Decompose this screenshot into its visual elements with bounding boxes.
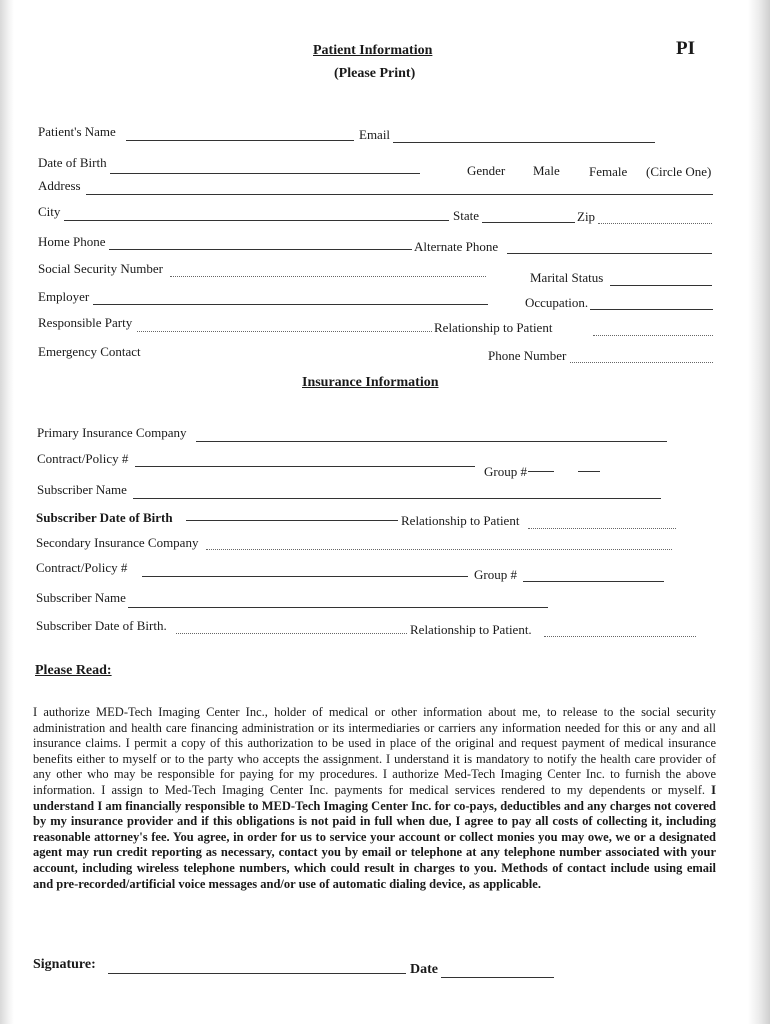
- primary-insurance-company-field[interactable]: [196, 441, 667, 442]
- insurance-section-heading: Insurance Information: [302, 375, 439, 390]
- authorization-paragraph: [33, 705, 716, 892]
- alternate-phone-field[interactable]: [507, 253, 712, 254]
- date-of-birth-field[interactable]: [110, 173, 420, 174]
- scan-shadow-right: [748, 0, 770, 1024]
- zip-field[interactable]: [598, 223, 712, 224]
- employer-field[interactable]: [93, 304, 488, 305]
- employer-label: Employer: [38, 289, 90, 304]
- subscriber-name-1-field[interactable]: [133, 498, 661, 499]
- group-1-field-a[interactable]: [528, 471, 554, 472]
- city-field[interactable]: [64, 220, 449, 221]
- address-field[interactable]: [86, 194, 713, 195]
- form-code: PI: [676, 38, 695, 59]
- relationship-to-patient-field[interactable]: [593, 335, 713, 336]
- subscriber-dob-1-label: Subscriber Date of Birth: [36, 510, 173, 525]
- relationship-1-field[interactable]: [528, 528, 676, 529]
- home-phone-field[interactable]: [109, 249, 412, 250]
- authorization-text: I authorize MED-Tech Imaging Center Inc., holder of medical or other information about me, to release to the social security administration and health care financing administration or its intermediaries or carriers any information needed for this or any and all insurance claims. I permit a copy of this authorization to be used in place of the original and request payment of medical insurance benefits either to myself or to the party who accepts the assignment. I understand it is mandatory to notify the health care provider of any other who may be responsible for paying for my procedures. I authorize Med-Tech Imaging Center Inc. to furnish the above information. I assign to Med-Tech Imaging Center Inc. payments for medical services rendered to my dependents or myself.: [33, 705, 716, 797]
- circle-one-note: (Circle One): [646, 164, 712, 179]
- contract-policy-1-label: Contract/Policy #: [37, 451, 129, 466]
- subscriber-name-2-field[interactable]: [128, 607, 548, 608]
- signature-field[interactable]: [108, 973, 406, 974]
- subscriber-name-2-label: Subscriber Name: [36, 590, 126, 605]
- date-field[interactable]: [441, 977, 554, 978]
- form-title: Patient Information: [313, 43, 433, 58]
- email-label: Email: [359, 127, 391, 142]
- patients-name-field[interactable]: [126, 140, 354, 141]
- marital-status-field[interactable]: [610, 285, 712, 286]
- contract-policy-2-field[interactable]: [142, 576, 468, 577]
- home-phone-label: Home Phone: [38, 234, 106, 249]
- address-label: Address: [38, 178, 81, 193]
- patients-name-label: Patient's Name: [38, 124, 116, 139]
- marital-status-label: Marital Status: [530, 270, 604, 285]
- relationship-1-label: Relationship to Patient: [401, 513, 520, 528]
- subscriber-dob-2-label: Subscriber Date of Birth.: [36, 618, 167, 633]
- form-subtitle: (Please Print): [334, 66, 416, 81]
- date-label: Date: [410, 962, 438, 977]
- secondary-insurance-company-label: Secondary Insurance Company: [36, 535, 199, 550]
- relationship-2-field[interactable]: [544, 636, 696, 637]
- subscriber-dob-2-field[interactable]: [176, 633, 407, 634]
- relationship-2-label: Relationship to Patient.: [410, 622, 532, 637]
- please-read-heading: Please Read:: [35, 663, 112, 678]
- financial-responsibility-text: I understand I am financially responsible to MED-Tech Imaging Center Inc. for co-pays, deductibles and any charges not covered by my insurance provider and if this obligations is not paid in full when due, I agree to pay all costs of collecting it, including reasonable attorney's fee. You agree, in order for us to service your account or collect monies you may owe, we or a designated agent may run credit reporting as necessary, contact you by email or telephone at any telephone number associated with your account, including wireless telephone numbers, which could result in charges to you. Methods of contact include using email and pre-recorded/artificial voice messages and/or use of automatic dialing device, as applicable.: [33, 782, 716, 891]
- emergency-contact-label: Emergency Contact: [38, 344, 141, 359]
- occupation-label: Occupation.: [525, 295, 589, 310]
- signature-label: Signature:: [33, 957, 96, 972]
- primary-insurance-company-label: Primary Insurance Company: [37, 425, 187, 440]
- zip-label: Zip: [577, 209, 596, 224]
- relationship-to-patient-label: Relationship to Patient: [434, 320, 553, 335]
- subscriber-name-1-label: Subscriber Name: [37, 482, 127, 497]
- phone-number-field[interactable]: [570, 362, 713, 363]
- gender-male-option[interactable]: Male: [533, 163, 560, 178]
- occupation-field[interactable]: [590, 309, 713, 310]
- subscriber-dob-1-field[interactable]: [186, 520, 398, 521]
- email-field[interactable]: [393, 142, 655, 143]
- state-field[interactable]: [482, 222, 575, 223]
- state-label: State: [453, 208, 479, 223]
- group-2-field[interactable]: [523, 581, 664, 582]
- gender-label: Gender: [467, 163, 506, 178]
- responsible-party-field[interactable]: [137, 331, 432, 332]
- secondary-insurance-company-field[interactable]: [206, 549, 672, 550]
- date-of-birth-label: Date of Birth: [38, 155, 107, 170]
- responsible-party-label: Responsible Party: [38, 315, 133, 330]
- city-label: City: [38, 204, 61, 219]
- contract-policy-2-label: Contract/Policy #: [36, 560, 128, 575]
- phone-number-label: Phone Number: [488, 348, 567, 363]
- ssn-field[interactable]: [170, 276, 486, 277]
- scan-shadow-left: [0, 0, 14, 1024]
- alternate-phone-label: Alternate Phone: [414, 239, 499, 254]
- group-1-label: Group #: [484, 464, 527, 479]
- gender-female-option[interactable]: Female: [589, 164, 628, 179]
- contract-policy-1-field[interactable]: [135, 466, 475, 467]
- group-1-field-b[interactable]: [578, 471, 600, 472]
- ssn-label: Social Security Number: [38, 261, 163, 276]
- group-2-label: Group #: [474, 567, 517, 582]
